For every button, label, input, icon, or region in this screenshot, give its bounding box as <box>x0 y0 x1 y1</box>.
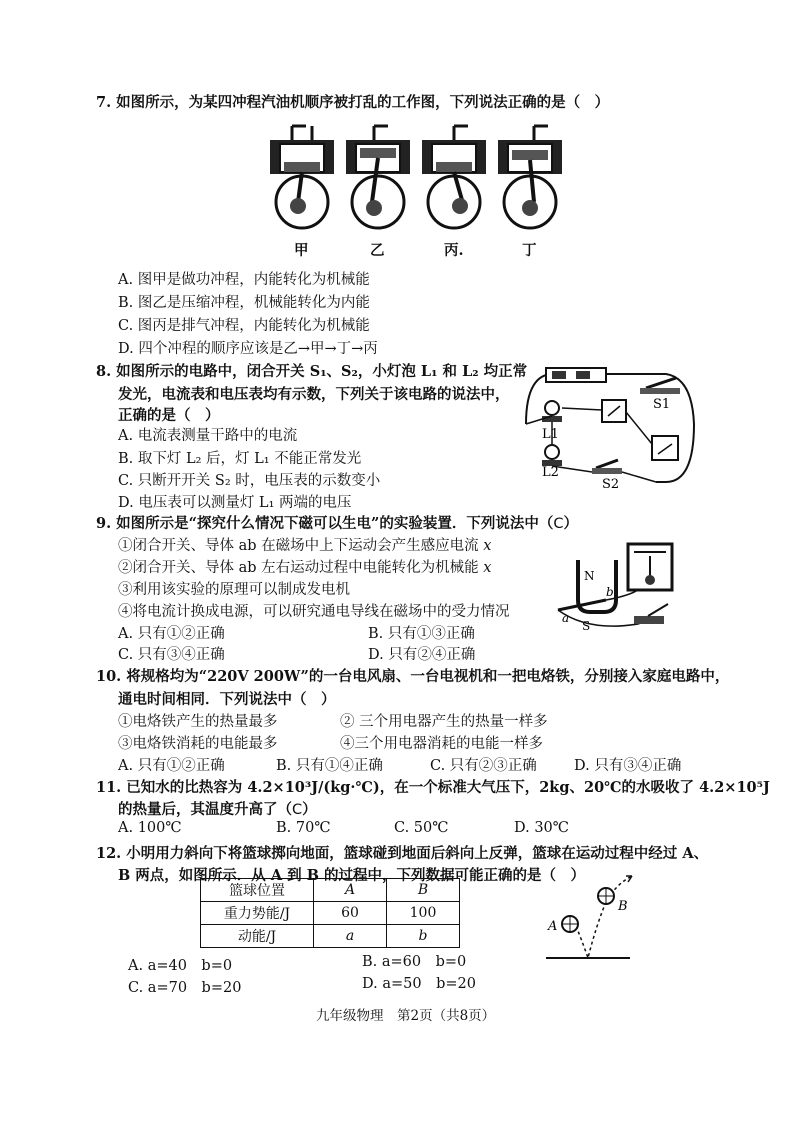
q11-option-d: D. 30℃ <box>514 820 569 836</box>
q12-basketball-figure <box>540 866 650 962</box>
q10-option-d: D. 只有③④正确 <box>574 758 682 774</box>
q8-option-c: C. 只断开开关 S₂ 时，电压表的示数变小 <box>118 473 381 489</box>
table-header-cell: A <box>314 879 387 902</box>
q9-option-c: C. 只有③④正确 <box>118 647 225 663</box>
engine-label-bing: 丙. <box>444 242 464 259</box>
engine-jia <box>270 126 334 228</box>
ball-energy-table <box>200 878 460 948</box>
q10-item-3: ③电烙铁消耗的电能最多 <box>118 736 278 752</box>
table-row <box>201 879 460 902</box>
q12-stem-line1: 12. 小明用力斜向下将篮球掷向地面，篮球碰到地面后斜向上反弹，篮球在运动过程中经过 A、 <box>96 845 709 862</box>
q9-stem <box>96 512 578 533</box>
q11-option-b: B. 70℃ <box>276 820 331 836</box>
table-row <box>201 925 460 948</box>
q12-option-c: C. a=70 b=20 <box>128 980 242 996</box>
engine-strokes-figure <box>262 122 562 234</box>
q10-item-2: ② 三个用电器产生的热量一样多 <box>340 714 548 730</box>
q8-circuit-figure <box>516 364 700 494</box>
q8-option-d: D. 电压表可以测量灯 L₁ 两端的电压 <box>118 495 352 511</box>
q12-option-a: A. a=40 b=0 <box>128 958 233 974</box>
magnet-s-label: S <box>582 619 591 633</box>
q9-item-1-text: ①闭合开关、导体 ab 在磁场中上下运动会产生感应电流 <box>118 538 479 554</box>
q7-option-a: A. 图甲是做功冲程，内能转化为机械能 <box>118 272 370 288</box>
voltmeter-icon <box>652 436 678 460</box>
lamp-l1-icon <box>545 401 559 415</box>
q8-stem-line1: 8. 如图所示的电路中，闭合开关 S₁、S₂，小灯泡 L₁ 和 L₂ 均正常 <box>96 363 528 380</box>
q10-item-4: ④三个用电器消耗的电能一样多 <box>340 736 543 752</box>
q7-option-b: B. 图乙是压缩冲程，机械能转化为内能 <box>118 295 370 311</box>
l2-label: L2 <box>542 465 559 480</box>
q11-stem-line2-end: ） <box>302 801 317 818</box>
table-row <box>201 902 460 925</box>
q12-stem-line2: B 两点，如图所示．从 A 到 B 的过程中，下列数据可能正确的是（ ） <box>118 867 585 884</box>
q9-item-2-text: ②闭合开关、导体 ab 左右运动过程中电能转化为机械能 <box>118 560 479 576</box>
q7-option-c: C. 图丙是排气冲程，内能转化为机械能 <box>118 318 370 334</box>
lamp-l2-icon <box>545 445 559 459</box>
q9-induction-figure <box>548 540 682 638</box>
q9-stem-text: 9. 如图所示是“探究什么情况下磁可以生电”的实验装置．下列说法中（ <box>96 515 554 532</box>
table-cell: a <box>314 925 387 948</box>
q10-option-b: B. 只有①④正确 <box>276 758 383 774</box>
table-cell: b <box>387 925 460 948</box>
q9-option-b: B. 只有①③正确 <box>368 626 475 642</box>
q10-item-1: ①电烙铁产生的热量最多 <box>118 714 278 730</box>
table-cell: 重力势能/J <box>201 902 314 925</box>
q10-option-a: A. 只有①②正确 <box>118 758 225 774</box>
q9-item-2-mark: x <box>483 560 492 576</box>
q10-stem-line2: 通电时间相同．下列说法中（ ） <box>118 691 336 708</box>
q11-handwritten-mark: C <box>292 802 303 818</box>
q9-item-4: ④将电流计换成电源，可以研究通电导线在磁场中的受力情况 <box>118 604 510 620</box>
q11-stem-line1: 11. 已知水的比热容为 4.2×10³J/(kg·℃)，在一个标准大气压下，2kg、20℃的水吸收了 4.2×10⁵J <box>96 779 770 796</box>
point-b-label: B <box>618 899 628 914</box>
engine-label-ding: 丁 <box>522 242 537 259</box>
q11-option-a: A. 100℃ <box>118 820 182 836</box>
q9-handwritten-mark: C <box>553 516 564 532</box>
s1-label: S1 <box>653 397 671 412</box>
q9-item-1 <box>118 534 491 555</box>
q11-option-c: C. 50℃ <box>394 820 449 836</box>
q8-option-a: A. 电流表测量干路中的电流 <box>118 428 298 444</box>
engine-label-yi: 乙 <box>370 242 385 259</box>
conductor-b-label: b <box>606 585 614 599</box>
table-header-cell: 篮球位置 <box>201 879 314 902</box>
q12-option-b: B. a=60 b=0 <box>362 954 467 970</box>
switch-s1-icon <box>646 378 676 388</box>
s2-label: S2 <box>602 477 620 492</box>
switch-icon <box>634 616 664 624</box>
q7-option-d: D. 四个冲程的顺序应该是乙→甲→丁→丙 <box>118 341 378 357</box>
magnet-n-label: N <box>584 569 595 583</box>
switch-s2-icon <box>596 460 618 468</box>
q12-option-d: D. a=50 b=20 <box>362 976 476 992</box>
q8-stem-line2: 发光，电流表和电压表均有示数，下列关于该电路的说法中， <box>118 386 510 403</box>
q7-stem: 7. 如图所示，为某四冲程汽油机顺序被打乱的工作图，下列说法正确的是（ ） <box>96 94 610 111</box>
q9-stem-end: ） <box>563 515 578 532</box>
engine-ding <box>498 126 562 228</box>
engine-bing <box>422 126 486 228</box>
table-header-cell: B <box>387 879 460 902</box>
q10-stem-line1: 10. 将规格均为“220V 200W”的一台电风扇、一台电视机和一把电烙铁，分别接入家庭电路中， <box>96 668 730 685</box>
q8-option-b: B. 取下灯 L₂ 后，灯 L₁ 不能正常发光 <box>118 451 362 467</box>
q11-stem-line2 <box>118 798 317 819</box>
page-footer: 九年级物理 第2页（共8页） <box>316 1008 496 1024</box>
table-cell: 60 <box>314 902 387 925</box>
q9-item-2 <box>118 556 491 577</box>
engine-yi <box>346 126 410 228</box>
q9-item-3: ③利用该实验的原理可以制成发电机 <box>118 582 350 598</box>
q10-option-c: C. 只有②③正确 <box>430 758 537 774</box>
table-cell: 动能/J <box>201 925 314 948</box>
q9-option-d: D. 只有②④正确 <box>368 647 476 663</box>
l1-label: L1 <box>542 427 559 442</box>
engine-label-jia: 甲 <box>294 242 309 259</box>
table-cell: 100 <box>387 902 460 925</box>
q9-item-1-mark: x <box>483 538 492 554</box>
point-a-label: A <box>548 919 558 934</box>
q9-option-a: A. 只有①②正确 <box>118 626 225 642</box>
q11-stem-line2-text: 的热量后，其温度升高了（ <box>118 801 292 818</box>
q8-stem-line3: 正确的是（ ） <box>118 407 220 424</box>
conductor-a-label: a <box>562 611 570 625</box>
